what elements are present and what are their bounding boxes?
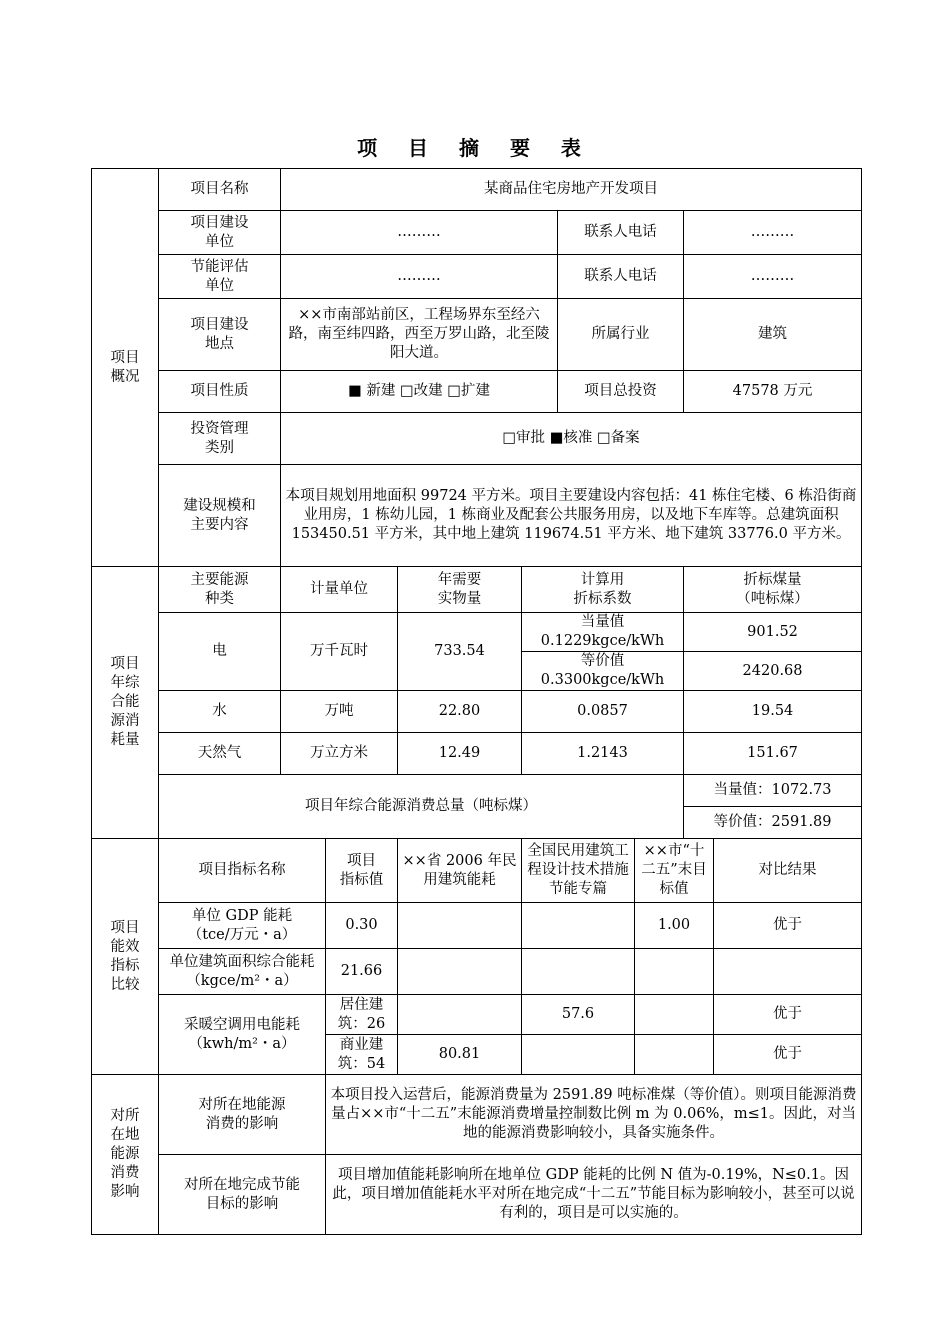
hvac-res-city <box>635 995 714 1035</box>
consumption-impact-label: 对所在地能源 消费的影响 <box>159 1075 326 1155</box>
hvac-res-prov <box>398 995 522 1035</box>
efficiency-section-label: 项目 能效 指标 比较 <box>92 839 159 1075</box>
energy-header-unit: 计量单位 <box>281 567 398 613</box>
impact-section-label: 对所 在地 能源 消费 影响 <box>92 1075 159 1235</box>
energy-header-coal: 折标煤量 （吨标煤） <box>684 567 862 613</box>
builder-label: 项目建设 单位 <box>159 211 281 255</box>
energy-header-type: 主要能源 种类 <box>159 567 281 613</box>
industry-label: 所属行业 <box>558 299 684 371</box>
eff-header-national: 全国民用建筑工程设计技术措施节能专篇 <box>522 839 635 903</box>
energy-header-amount: 年需要 实物量 <box>398 567 522 613</box>
contact2-label: 联系人电话 <box>558 255 684 299</box>
hvac-res-result: 优于 <box>714 995 862 1035</box>
project-name-label: 项目名称 <box>159 169 281 211</box>
overview-section-label: 项目 概况 <box>92 169 159 567</box>
hvac-res-value: 居住建筑：26 <box>326 995 398 1035</box>
eff-header-name: 项目指标名称 <box>159 839 326 903</box>
elec-coef-price: 等价值 0.3300kgce/kWh <box>522 652 684 691</box>
eff-header-result: 对比结果 <box>714 839 862 903</box>
scale-label: 建设规模和 主要内容 <box>159 465 281 567</box>
energy-total-price: 等价值：2591.89 <box>684 807 862 839</box>
area-national <box>522 949 635 995</box>
gas-unit: 万立方米 <box>281 733 398 775</box>
investment-value: 47578 万元 <box>684 371 862 413</box>
investment-label: 项目总投资 <box>558 371 684 413</box>
hvac-res-national: 57.6 <box>522 995 635 1035</box>
hvac-com-national <box>522 1035 635 1075</box>
location-value: ××市南部站前区，工程场界东至经六路，南至纬四路，西至万罗山路，北至陵阳大道。 <box>281 299 558 371</box>
target-impact-value: 项目增加值能耗影响所在地单位 GDP 能耗的比例 N 值为-0.19%，N≤0.1。因此，项目增加值能耗水平对所在地完成“十二五”节能目标为影响较小，甚至可以说有利的，项目是可以实施的。 <box>326 1155 862 1235</box>
target-impact-label: 对所在地完成节能 目标的影响 <box>159 1155 326 1235</box>
mgmt-label: 投资管理 类别 <box>159 413 281 465</box>
area-name: 单位建筑面积综合能耗（kgce/m²・a） <box>159 949 326 995</box>
gdp-national <box>522 903 635 949</box>
water-coal: 19.54 <box>684 691 862 733</box>
builder-value: ……… <box>281 211 558 255</box>
nature-label: 项目性质 <box>159 371 281 413</box>
eff-header-value: 项目 指标值 <box>326 839 398 903</box>
elec-coal-equiv: 901.52 <box>684 613 862 652</box>
hvac-com-result: 优于 <box>714 1035 862 1075</box>
elec-coef-equiv: 当量值 0.1229kgce/kWh <box>522 613 684 652</box>
consumption-impact-value: 本项目投入运营后，能源消费量为 2591.89 吨标准煤（等价值）。则项目能源消费量占××市“十二五”末能源消费增量控制数比例 m 为 0.06%，m≤1。因此，对当地的能源消费影响较小，具备实施条件。 <box>326 1075 862 1155</box>
area-value: 21.66 <box>326 949 398 995</box>
location-label: 项目建设 地点 <box>159 299 281 371</box>
project-name-value: 某商品住宅房地产开发项目 <box>281 169 862 211</box>
hvac-com-city <box>635 1035 714 1075</box>
gas-coal: 151.67 <box>684 733 862 775</box>
elec-name: 电 <box>159 613 281 691</box>
nature-options: ■ 新建 □改建 □扩建 <box>281 371 558 413</box>
eff-header-prov: ××省 2006 年民用建筑能耗 <box>398 839 522 903</box>
contact-label: 联系人电话 <box>558 211 684 255</box>
elec-coal-price: 2420.68 <box>684 652 862 691</box>
gdp-prov <box>398 903 522 949</box>
gdp-city: 1.00 <box>635 903 714 949</box>
energy-total-equiv: 当量值：1072.73 <box>684 775 862 807</box>
gdp-result: 优于 <box>714 903 862 949</box>
project-summary-table <box>91 168 862 1235</box>
energy-header-coef: 计算用 折标系数 <box>522 567 684 613</box>
area-city <box>635 949 714 995</box>
area-result <box>714 949 862 995</box>
gdp-value: 0.30 <box>326 903 398 949</box>
hvac-name: 采暖空调用电能耗 （kwh/m²・a） <box>159 995 326 1075</box>
gas-name: 天然气 <box>159 733 281 775</box>
gdp-name: 单位 GDP 能耗 （tce/万元・a） <box>159 903 326 949</box>
gas-amount: 12.49 <box>398 733 522 775</box>
water-unit: 万吨 <box>281 691 398 733</box>
water-name: 水 <box>159 691 281 733</box>
water-coef: 0.0857 <box>522 691 684 733</box>
hvac-com-prov: 80.81 <box>398 1035 522 1075</box>
elec-amount: 733.54 <box>398 613 522 691</box>
scale-value: 本项目规划用地面积 99724 平方米。项目主要建设内容包括：41 栋住宅楼、6 栋沿街商业用房，1 栋幼儿园，1 栋商业及配套公共服务用房，以及地下车库等。总建筑面积 153450.51 平方米，其中地上建筑 119674.51 平方米、地下建筑 33776.0 平方米。 <box>281 465 862 567</box>
mgmt-options: □审批 ■核准 □备案 <box>281 413 862 465</box>
page-title: 项 目 摘 要 表 <box>357 136 593 160</box>
water-amount: 22.80 <box>398 691 522 733</box>
contact-value: ……… <box>684 211 862 255</box>
hvac-com-value: 商业建筑：54 <box>326 1035 398 1075</box>
gas-coef: 1.2143 <box>522 733 684 775</box>
elec-unit: 万千瓦时 <box>281 613 398 691</box>
energy-section-label: 项目 年综 合能 源消 耗量 <box>92 567 159 839</box>
eff-header-city: ××市“十二五”末目标值 <box>635 839 714 903</box>
area-prov <box>398 949 522 995</box>
evaluator-label: 节能评估 单位 <box>159 255 281 299</box>
evaluator-value: ……… <box>281 255 558 299</box>
contact2-value: ……… <box>684 255 862 299</box>
industry-value: 建筑 <box>684 299 862 371</box>
energy-total-label: 项目年综合能源消费总量（吨标煤） <box>159 775 684 839</box>
